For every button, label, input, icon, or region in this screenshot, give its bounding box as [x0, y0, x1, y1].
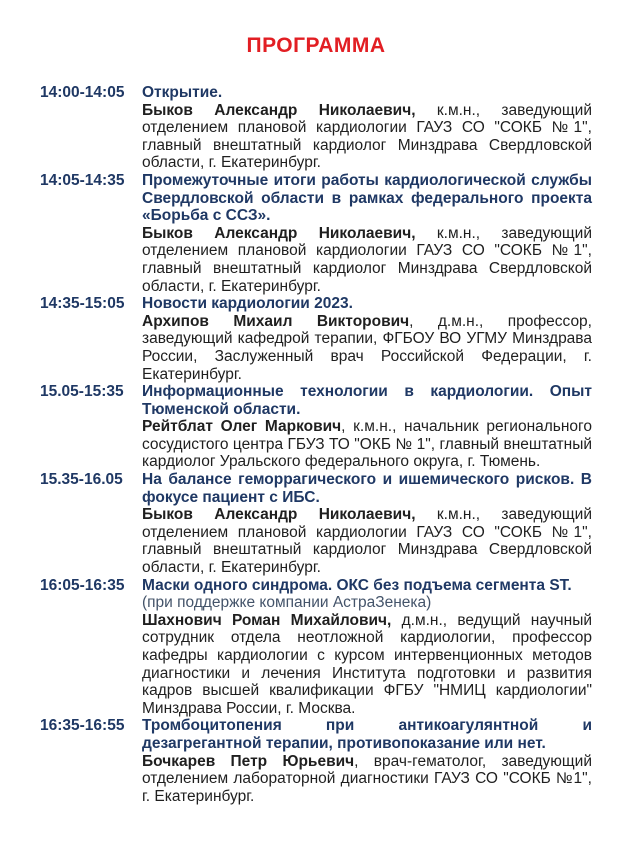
- entry-content: [142, 383, 592, 471]
- speaker-description: к.м.н., заведующий отделением плановой кардиологии ГАУЗ СО "СОКБ №1", главный внештатный кардиолог Минздрава Свердловской области, г. Екатеринбург.: [142, 506, 592, 577]
- schedule-entry: [40, 295, 592, 383]
- program-title: ПРОГРАММА: [246, 34, 386, 57]
- schedule-entry: [40, 577, 592, 718]
- entry-topic: Новости кардиологии 2023.: [142, 295, 353, 313]
- entry-support-note: (при поддержке компании АстраЗенека): [142, 594, 432, 612]
- speaker-description: д.м.н., ведущий научный сотрудник отдела неотложной кардиологии, профессор кафедры кардиологии с курсом интервенционных методов диагностики и лечения Института подготовки и развития кадров высшей квалификации ФГБУ "НМИЦ кардиологии" Минздрава России, г. Москва.: [142, 611, 592, 717]
- entry-topic: На балансе геморрагического и ишемического рисков. В фокусе пациент с ИБС.: [142, 471, 592, 506]
- entry-time: 16:05-16:35: [40, 576, 125, 594]
- schedule-entry: [40, 172, 592, 295]
- entry-content: [142, 471, 592, 577]
- entry-content: [142, 84, 592, 172]
- speaker-description: к.м.н., заведующий отделением плановой кардиологии ГАУЗ СО "СОКБ №1", главный внештатный кардиолог Минздрава Свердловской области, г. Екатеринбург.: [142, 101, 592, 172]
- speaker-name: Рейтблат Олег Маркович: [142, 418, 342, 436]
- schedule-list: [40, 84, 592, 805]
- schedule-entry: [40, 471, 592, 577]
- speaker-description: , д.м.н., профессор, заведующий кафедрой терапии, ФГБОУ ВО УГМУ Минздрава России, Заслуженный врач Российской Федерации, г. Екатеринбург.: [142, 312, 592, 383]
- speaker-description: , к.м.н., начальник регионального сосудистого центра ГБУЗ ТО "ОКБ № 1", главный внештатный кардиолог Уральского федерального округа, г. Тюмень.: [142, 418, 592, 471]
- speaker-name: Бочкарев Петр Юрьевич: [142, 752, 355, 770]
- entry-speaker-paragraph: [142, 753, 592, 806]
- speaker-description: , врач-гематолог, заведующий отделением лабораторной диагностики ГАУЗ СО "СОКБ №1", г. Екатеринбург.: [142, 752, 592, 805]
- entry-time: 15.05-15:35: [40, 383, 124, 401]
- speaker-name: Быков Александр Николаевич,: [142, 224, 416, 242]
- speaker-name: Шахнович Роман Михайлович,: [142, 611, 392, 629]
- entry-content: [142, 172, 592, 295]
- speaker-name: Быков Александр Николаевич,: [142, 101, 416, 119]
- entry-topic: Тромбоцитопения при антикоагулянтной и дезагрегантной терапии, противопоказание или нет.: [142, 717, 592, 752]
- entry-topic: Промежуточные итоги работы кардиологической службы Свердловской области в рамках федерального проекта «Борьба с ССЗ».: [142, 171, 592, 225]
- entry-time: 16:35-16:55: [40, 717, 125, 735]
- entry-content: [142, 717, 592, 805]
- speaker-name: Быков Александр Николаевич,: [142, 506, 416, 524]
- entry-content: [142, 295, 592, 383]
- entry-time: 14:05-14:35: [40, 171, 125, 189]
- entry-topic: Открытие.: [142, 84, 223, 101]
- entry-speaker-paragraph: [142, 418, 592, 471]
- schedule-entry: [40, 383, 592, 471]
- entry-topic: Маски одного синдрома. ОКС без подъема сегмента ST.: [142, 576, 572, 594]
- entry-speaker-paragraph: [142, 612, 592, 718]
- schedule-entry: [40, 717, 592, 805]
- schedule-entry: [40, 84, 592, 172]
- entry-speaker-paragraph: [142, 313, 592, 383]
- entry-topic: Информационные технологии в кардиологии. Опыт Тюменской области.: [142, 383, 592, 418]
- entry-time: 15.35-16.05: [40, 471, 123, 489]
- entry-time: 14:00-14:05: [40, 84, 125, 101]
- entry-time: 14:35-15:05: [40, 295, 125, 313]
- speaker-description: к.м.н., заведующий отделением плановой кардиологии ГАУЗ СО "СОКБ №1", главный внештатный кардиолог Минздрава Свердловской области, г. Екатеринбург.: [142, 224, 592, 295]
- speaker-name: Архипов Михаил Викторович: [142, 312, 410, 330]
- entry-speaker-paragraph: [142, 506, 592, 576]
- entry-speaker-paragraph: [142, 225, 592, 295]
- entry-content: [142, 577, 592, 718]
- entry-speaker-paragraph: [142, 102, 592, 172]
